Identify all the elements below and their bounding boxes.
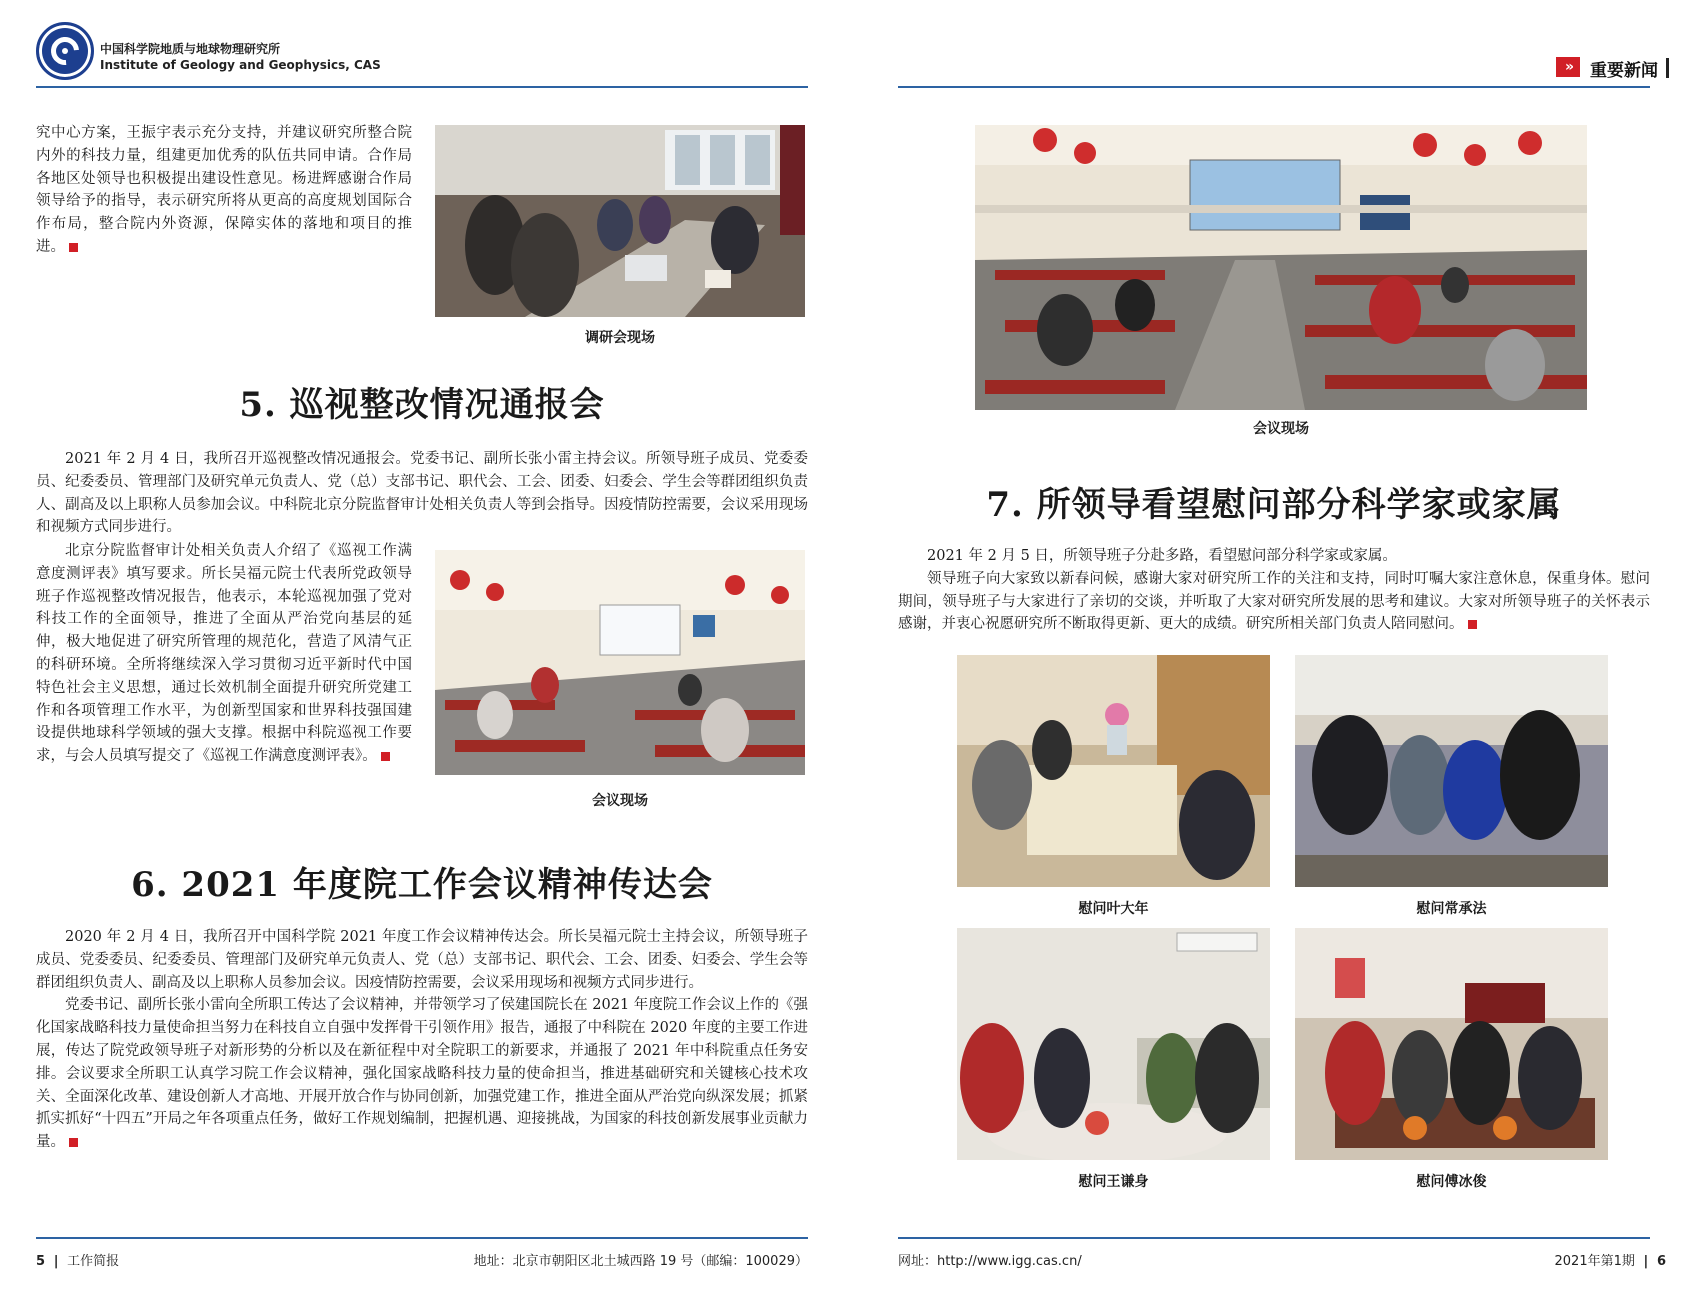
photo-visit-4 [1295, 928, 1608, 1160]
footer-website[interactable]: 网址：http://www.igg.cas.cn/ [898, 1254, 1082, 1269]
institute-name-cn: 中国科学院地质与地球物理研究所 [100, 42, 281, 56]
section-divider [1666, 58, 1669, 78]
page-number-right: 6 [1656, 1254, 1666, 1269]
section6-text [36, 926, 808, 1154]
photo-top-caption: 会议现场 [1253, 421, 1309, 437]
end-mark-icon [69, 1138, 78, 1147]
photo-visit-1 [957, 655, 1270, 887]
visit1-caption: 慰问叶大年 [1078, 901, 1149, 917]
visit4-caption: 慰问傅冰俊 [1416, 1174, 1487, 1190]
section5-text-wrap [36, 540, 412, 768]
photo2-caption: 会议现场 [592, 793, 648, 809]
footer-left: 5 | 工作简报 [36, 1254, 120, 1269]
section-flag-icon: » [1556, 57, 1580, 77]
section6-paragraph2: 党委书记、副所长张小雷向全所职工传达了会议精神，并带领学习了侯建国院长在 2021 年度院工作会议上作的《强化国家战略科技力量使命担当努力在科技自立自强中发挥骨干引领作用》报告，通报了中科院在 2020 年度的主要工作进展，传达了院党政领导班子对新形势的分析以及在新征程中对全院职工的新要求，并通报了 2021 年中科院重点任务安排。会议要求全所职工认真学习院工作会议精神，强化国家战略科技力量的使命担当，推进基础研究和关键核心技术攻关、全面深化改革、建设创新人才高地、开展开放合作与协同创新，加强党建工作，推进全面从严治党向纵深发展；抓紧抓实抓好“十四五”开局之年各项重点任务，做好工作规划编制，把握机遇、迎接挑战，为国家的科技创新发展事业贡献力量。 [36, 997, 808, 1151]
visit2-caption: 慰问常承法 [1416, 901, 1487, 917]
header-rule [898, 86, 1650, 88]
section6-heading: 6. 2021 年度院工作会议精神传达会 [131, 865, 713, 905]
intro-text-block [36, 122, 412, 259]
institute-logo-icon [36, 22, 94, 80]
photo1-caption: 调研会现场 [585, 330, 655, 346]
end-mark-icon [1468, 620, 1477, 629]
section7-paragraph2: 领导班子向大家致以新春问候，感谢大家对研究所工作的关注和支持，同时叮嘱大家注意休息，保重身体。慰问期间，领导班子与大家进行了亲切的交谈，并听取了大家对研究所发展的思考和建议。大家对所领导班子的关怀表示感谢，并衷心祝愿研究所不断取得更新、更大的成绩。研究所相关部门负责人陪同慰问。 [898, 570, 1650, 633]
footer-right: 2021年第1期 | 6 [1554, 1254, 1666, 1269]
intro-paragraph: 究中心方案，王振宇表示充分支持，并建议研究所整合院内外的科技力量，组建更加优秀的队伍共同申请。合作局各地区处领导也积极提出建设性意见。杨进辉感谢合作局领导给予的指导，表示研究所将从更高的高度规划国际合作布局，整合院内外资源，保障实体的落地和项目的推进。 [36, 125, 412, 255]
section5-paragraph1: 2021 年 2 月 4 日，我所召开巡视整改情况通报会。党委书记、副所长张小雷主持会议。所领导班子成员、党委委员、纪委委员、管理部门及研究单元负责人、党（总）支部书记、职代会、工会、团委、妇委会、学生会等群团组织负责人、副高及以上职称人员参加会议。中科院北京分院监督审计处相关负责人等到会指导。因疫情防控需要，会议采用现场和视频方式同步进行。 [36, 451, 808, 536]
page-number-left: 5 [36, 1254, 46, 1269]
section7-text [898, 545, 1650, 636]
visit3-caption: 慰问王谦身 [1078, 1174, 1149, 1190]
section6-paragraph1: 2020 年 2 月 4 日，我所召开中国科学院 2021 年度工作会议精神传达会。所长吴福元院士主持会议，所领导班子成员、党委委员、纪委委员、管理部门及研究单元负责人、党（总）支部书记、职代会、工会、团委、妇委会、学生会等群团组织负责人、副高及以上职称人员参加会议。因疫情防控需要，会议采用现场和视频方式同步进行。 [36, 929, 808, 991]
section7-paragraph1: 2021 年 2 月 5 日，所领导班子分赴多路，看望慰问部分科学家或家属。 [927, 548, 1397, 564]
footer-rule-right [898, 1237, 1650, 1239]
header-rule [36, 86, 808, 88]
photo-visit-3 [957, 928, 1270, 1160]
publication-title: 工作简报 [67, 1254, 120, 1269]
section-name: 重要新闻 [1590, 61, 1658, 81]
photo-rectification-meeting [435, 550, 805, 775]
issue-label: 2021年第1期 [1554, 1254, 1635, 1269]
institute-name-en: Institute of Geology and Geophysics, CAS [100, 58, 381, 72]
section5-text-top [36, 448, 808, 539]
end-mark-icon [69, 243, 78, 252]
footer-address: 地址：北京市朝阳区北土城西路 19 号（邮编：100029） [473, 1254, 808, 1269]
photo-conference-hall [975, 125, 1587, 410]
end-mark-icon [381, 752, 390, 761]
photo-visit-2 [1295, 655, 1608, 887]
section5-heading: 5. 巡视整改情况通报会 [239, 385, 605, 425]
photo-research-meeting [435, 125, 805, 317]
footer-rule [36, 1237, 808, 1239]
section7-heading: 7. 所领导看望慰问部分科学家或家属 [986, 485, 1562, 525]
section5-paragraph2: 北京分院监督审计处相关负责人介绍了《巡视工作满意度测评表》填写要求。所长吴福元院士代表所党政领导班子作巡视整改情况报告，他表示，本轮巡视加强了党对科技工作的全面领导，推进了全面从严治党向基层的延伸，极大地促进了研究所管理的规范化，营造了风清气正的科研环境。全所将继续深入学习贯彻习近平新时代中国特色社会主义思想，通过长效机制全面提升研究所党建工作和各项管理工作水平，为创新型国家和世界科技强国建设提供地球科学领域的强大支撑。根据中科院巡视工作要求，与会人员填写提交了《巡视工作满意度测评表》。 [36, 543, 412, 765]
